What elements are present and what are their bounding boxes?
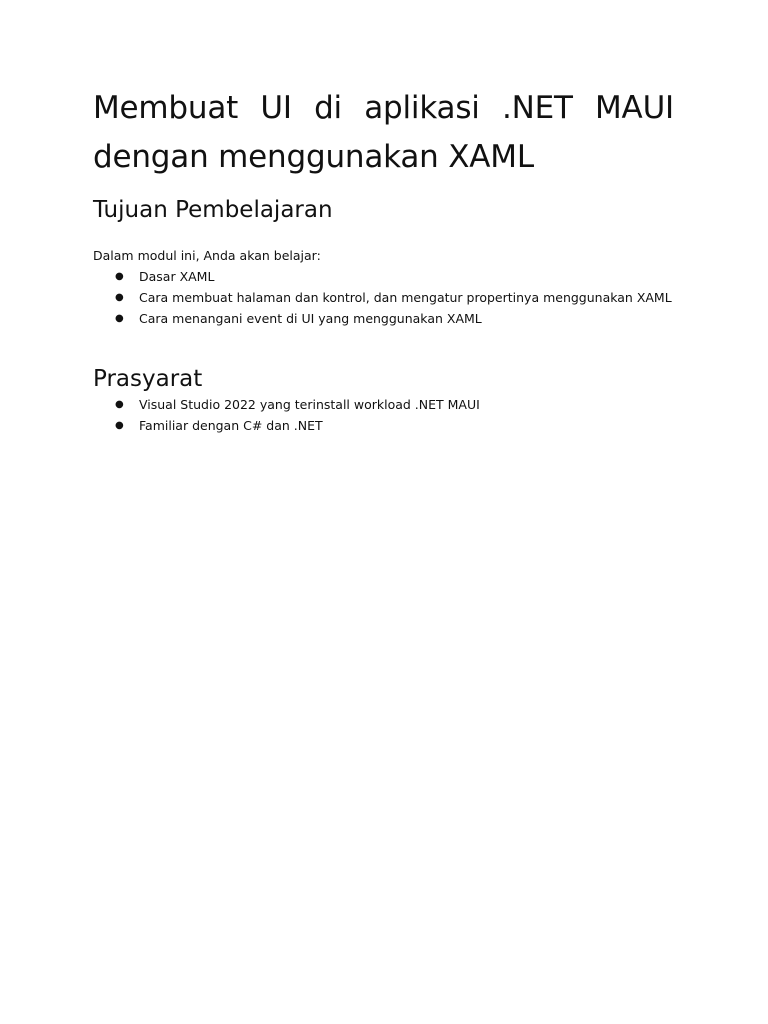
list-item-text: Cara menangani event di UI yang menggunakan XAML — [139, 311, 482, 326]
section-heading-prasyarat: Prasyarat — [93, 366, 203, 392]
section-intro: Dalam modul ini, Anda akan belajar: — [93, 248, 321, 263]
list-item-text: Familiar dengan C# dan .NET — [139, 418, 323, 433]
list-item-text: Dasar XAML — [139, 269, 215, 284]
prerequisites-list — [93, 394, 674, 436]
document-title: Membuat UI di aplikasi .NET MAUI dengan menggunakan XAML — [93, 90, 674, 175]
list-item-text: Cara membuat halaman dan kontrol, dan mengatur propertinya menggunakan XAML — [139, 290, 672, 305]
list-item — [93, 287, 674, 308]
bullet-icon: ● — [115, 420, 124, 431]
bullet-icon: ● — [115, 292, 124, 303]
section-heading-tujuan-pembelajaran: Tujuan Pembelajaran — [93, 197, 333, 223]
list-item — [93, 266, 674, 287]
list-item — [93, 308, 674, 329]
list-item — [93, 415, 674, 436]
bullet-icon: ● — [115, 313, 124, 324]
list-item-text: Visual Studio 2022 yang terinstall workload .NET MAUI — [139, 397, 480, 412]
bullet-icon: ● — [115, 399, 124, 410]
bullet-icon: ● — [115, 271, 124, 282]
document-page — [93, 84, 674, 436]
learning-goals-list — [93, 266, 674, 329]
list-item — [93, 394, 674, 415]
